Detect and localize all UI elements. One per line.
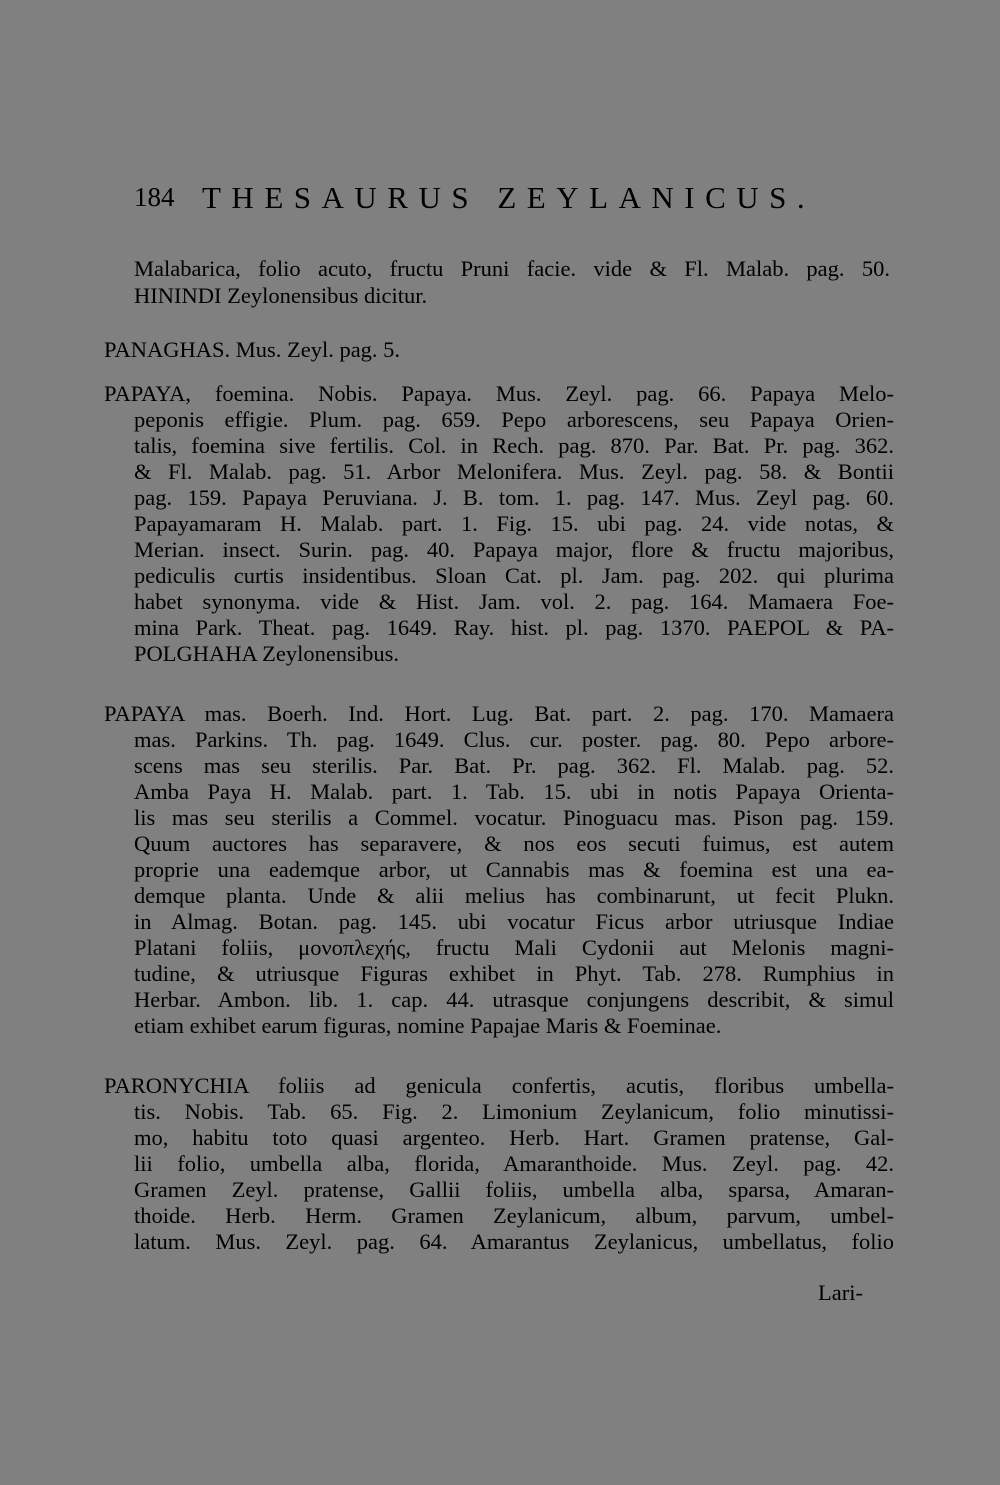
text-line: Merian. insect. Surin. pag. 40. Papaya major, flore & fructu majoribus, [134,537,894,562]
text-line: mo, habitu toto quasi argenteo. Herb. Hart. Gramen pratense, Gal- [134,1125,894,1150]
page-number: 184 [134,182,175,212]
entry-headword-line: PARONYCHIA foliis ad genicula confertis, acutis, floribus umbella- [104,1073,894,1098]
text-line: mina Park. Theat. pag. 1649. Ray. hist. pl. pag. 1370. PAEPOL & PA- [134,615,894,640]
text-line: tudine, & utriusque Figuras exhibet in Phyt. Tab. 278. Rumphius in [134,961,894,986]
text-line: Gramen Zeyl. pratense, Gallii foliis, umbella alba, sparsa, Amaran- [134,1177,894,1202]
text-line: lii folio, umbella alba, florida, Amaranthoide. Mus. Zeyl. pag. 42. [134,1151,894,1176]
text-line: POLGHAHA Zeylonensibus. [134,641,399,666]
text-line: pag. 159. Papaya Peruviana. J. B. tom. 1. pag. 147. Mus. Zeyl pag. 60. [134,485,894,510]
text-line: thoide. Herb. Herm. Gramen Zeylanicum, album, parvum, umbel- [134,1203,894,1228]
text-line: proprie una eademque arbor, ut Cannabis mas & foemina est una ea- [134,857,894,882]
text-line: & Fl. Malab. pag. 51. Arbor Melonifera. Mus. Zeyl. pag. 58. & Bontii [134,459,894,484]
text-line: habet synonyma. vide & Hist. Jam. vol. 2. pag. 164. Mamaera Foe- [134,589,894,614]
text-line: pediculis curtis insidentibus. Sloan Cat. pl. Jam. pag. 202. qui plurima [134,563,894,588]
entry-headword-line: PAPAYA, foemina. Nobis. Papaya. Mus. Zeyl. pag. 66. Papaya Melo- [104,381,894,406]
catchword: Lari- [818,1280,863,1305]
text-line: Papayamaram H. Malab. part. 1. Fig. 15. ubi pag. 24. vide notas, & [134,511,894,536]
text-line: latum. Mus. Zeyl. pag. 64. Amarantus Zeylanicus, umbellatus, folio [134,1229,894,1254]
text-line: Platani foliis, μονοπλεχής, fructu Mali Cydonii aut Melonis magni- [134,935,894,960]
text-line: lis mas seu sterilis a Commel. vocatur. Pinoguacu mas. Pison pag. 159. [134,805,894,830]
running-title: THESAURUS ZEYLANICUS. [202,180,816,215]
text-line: Amba Paya H. Malab. part. 1. Tab. 15. ubi in notis Papaya Orienta- [134,779,894,804]
page-header [134,180,834,224]
text-line: demque planta. Unde & alii melius has combinarunt, ut fecit Plukn. [134,883,894,908]
text-line: HININDI Zeylonensibus dicitur. [134,283,428,308]
text-line: scens mas seu sterilis. Par. Bat. Pr. pag. 362. Fl. Malab. pag. 52. [134,753,894,778]
text-line: mas. Parkins. Th. pag. 1649. Clus. cur. poster. pag. 80. Pepo arbore- [134,727,894,752]
text-line: Herbar. Ambon. lib. 1. cap. 44. utrasque conjungens describit, & simul [134,987,894,1012]
text-line: in Almag. Botan. pag. 145. ubi vocatur Ficus arbor utriusque Indiae [134,909,894,934]
text-line: tis. Nobis. Tab. 65. Fig. 2. Limonium Zeylanicum, folio minutissi- [134,1099,894,1124]
text-line: peponis effigie. Plum. pag. 659. Pepo arborescens, seu Papaya Orien- [134,407,894,432]
entry-headword-line: PANAGHAS. Mus. Zeyl. pag. 5. [104,337,401,362]
text-line: talis, foemina sive fertilis. Col. in Rech. pag. 870. Par. Bat. Pr. pag. 362. [134,433,894,458]
text-line: Malabarica, folio acuto, fructu Pruni facie. vide & Fl. Malab. pag. 50. [134,256,890,281]
text-line: etiam exhibet earum figuras, nomine Papajae Maris & Foeminae. [134,1013,722,1038]
text-line: Quum auctores has separavere, & nos eos secuti fuimus, est autem [134,831,894,856]
entry-headword-line: PAPAYA mas. Boerh. Ind. Hort. Lug. Bat. part. 2. pag. 170. Mamaera [104,701,894,726]
